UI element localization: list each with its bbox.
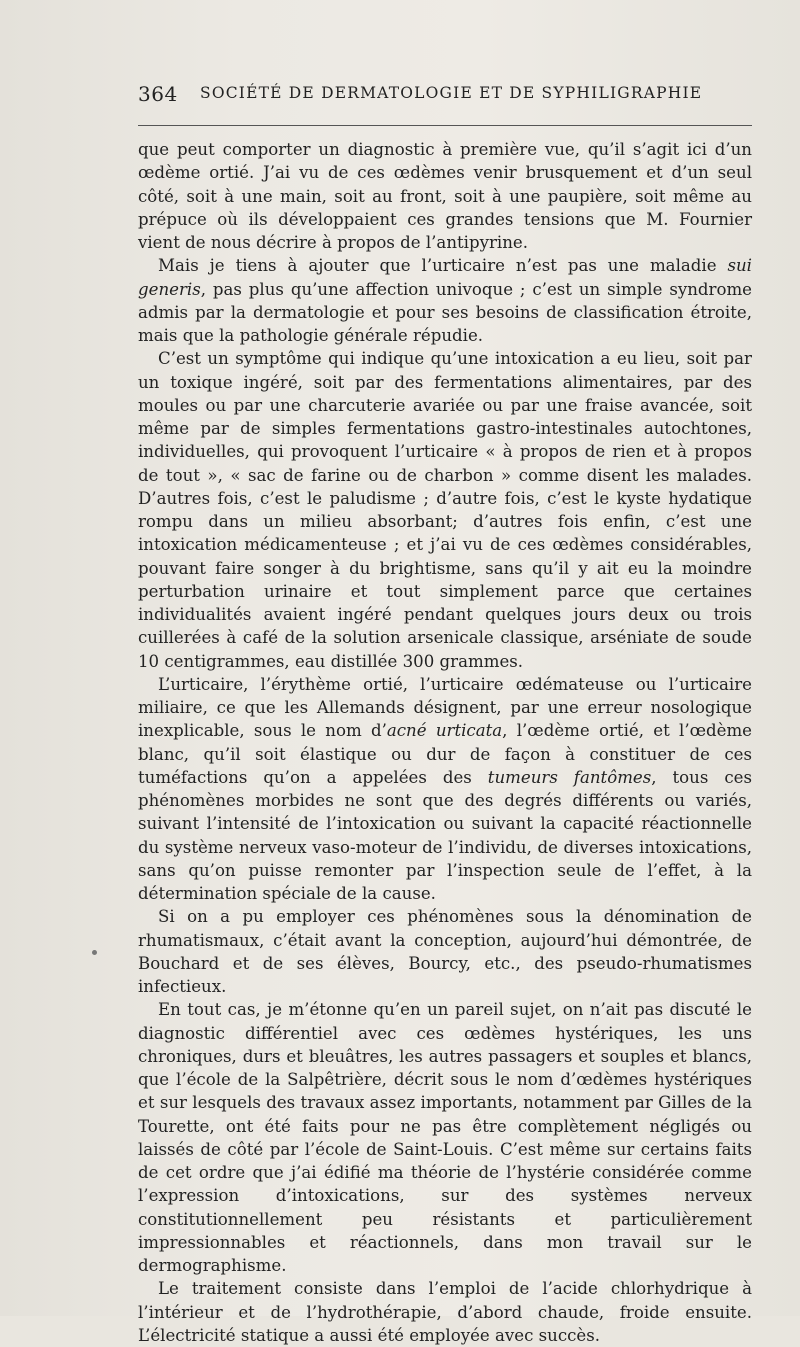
paragraph-5: Si on a pu employer ces phénomènes sous la dénomination de rhumatismaux, c’était avant la conception, aujourd’hui démontrée, de Bouchard et de ses élèves, Bourcy, etc., des pseudo-rhumatismes infectieux. [138,907,752,996]
paragraph-1: que peut comporter un diagnostic à première vue, qu’il s’agit ici d’un œdème ortié. J’ai vu de ces œdèmes venir brusquement et d’un seul côté, soit à une main, soit au front, soit à une paupière, soit même au prépuce où ils développaient ces grandes tensions que M. Fournier vient de nous décrire à propos de l’antipyrine. [138,140,752,252]
paragraph-4-text: L’urticaire, l’érythème ortié, l’urticaire œdémateuse ou l’urticaire miliaire, ce que les Allemands désignent, par une erreur nosologique inexplicable, sous le nom d’ [138,674,752,741]
paragraph-4-text-middle: , l’œdème ortié, et l’œdème blanc, qu’il soit élastique ou dur de façon à constituer de ces tuméfactions qu’on a appelées des [138,721,752,787]
paragraph-4-text-end: , tous ces phénomènes morbides ne sont que des degrés différents ou variés, suivant l’intensité de l’intoxication ou suivant la capacité réactionnelle du système nerveux vaso-moteur de l’individu, de diverses intoxications, sans qu’on puisse remonter par l’inspection seule de l’effet, à la détermination spéciale de la cause. [138,767,752,903]
paragraph-4 [138,673,752,906]
running-title: SOCIÉTÉ DE DERMATOLOGIE ET DE SYPHILIGRAPHIE [200,84,703,102]
paragraph-6: En tout cas, je m’étonne qu’en un pareil sujet, on n’ait pas discuté le diagnostic différentiel avec ces œdèmes hystériques, les uns chroniques, durs et bleuâtres, les autres passagers et souples et blancs, que l’école de la Salpêtrière, décrit sous le nom d’œdèmes hystériques et sur lesquels des travaux assez importants, notamment par Gilles de la Tourette, ont été faits pour ne pas être complètement négligés ou laissés de côté par l’école de Saint-Louis. C’est même sur certains faits de cet ordre que j’ai édifié ma théorie de l’hystérie considérée comme l’expression d’intoxications, sur des systèmes nerveux constitutionnellement peu résistants et particulièrement impressionnables et réactionnels, dans mon travail sur le dermographisme. [138,1000,752,1275]
paragraph-7: Le traitement consiste dans l’emploi de l’acide chlorhydrique à l’intérieur et de l’hydrothérapie, d’abord chaude, froide ensuite. L’électricité statique a aussi été employée avec succès. [138,1279,752,1345]
paragraph-2-text-end: , pas plus qu’une affection univoque ; c’est un simple syndrome admis par la dermatologie et pour ses besoins de classification étroite, mais que la pathologie générale répudie. [138,279,752,345]
paragraph-3: C’est un symptôme qui indique qu’une intoxication a eu lieu, soit par un toxique ingéré, soit par des fermentations alimentaires, par des moules ou par une charcuterie avariée ou par une fraise avancée, soit même par de simples fermentations gastro-intestinales autochtones, individuelles, qui provoquent l’urticaire « à propos de rien et à propos de tout », « sac de farine ou de charbon » comme disent les malades. D’autres fois, c’est le paludisme ; d’autre fois, c’est le kyste hydatique rompu dans un milieu absorbant; d’autres fois enfin, c’est une intoxication médicamenteuse ; et j’ai vu de ces œdèmes considérables, pouvant faire songer à du brightisme, sans qu’il y ait eu la moindre perturbation urinaire et tout simplement parce que certaines individualités avaient ingéré pendant quelques jours deux ou trois cuillerées à café de la solution arsenicale classique, arséniate de soude 10 centigrammes, eau distillée 300 grammes. [138,349,752,671]
term-acne-urticata: acné urticata [386,721,503,741]
paragraph-2 [138,254,752,347]
page-header [138,82,754,112]
body-text [138,138,752,1347]
paragraph-2-text: Mais je tiens à ajouter que l’urticaire n’est pas une maladie [158,256,728,276]
term-tumeurs-fantomes: tumeurs fantômes [487,767,652,787]
page-number: 364 [138,82,178,106]
margin-mark [92,950,97,955]
header-rule [138,125,752,126]
latin-phrase: sui generis [138,256,752,299]
